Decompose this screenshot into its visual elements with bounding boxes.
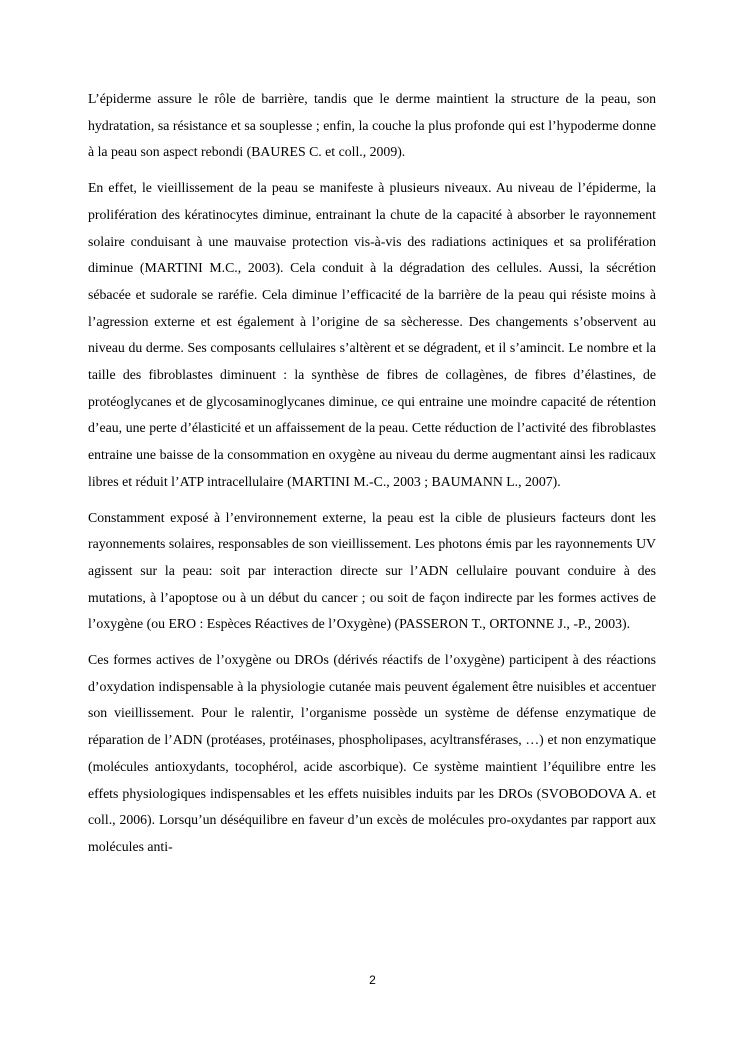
paragraph-vieillissement-niveaux: En effet, le vieillissement de la peau se manifeste à plusieurs niveaux. Au niveau de l’épiderme, la prolifération des kératinocytes diminue, entrainant la chute de la capacité à absorber le rayonnement solaire conduisant à une mauvaise protection vis-à-vis des radiations actiniques et sa prolifération diminue (MARTINI M.C., 2003). Cela conduit à la dégradation des cellules. Aussi, la sécrétion sébacée et sudorale se raréfie. Cela diminue l’efficacité de la barrière de la peau qui résiste moins à l’agression externe et est également à l’origine de sa sècheresse. Des changements s’observent au niveau du derme. Ses composants cellulaires s’altèrent et se dégradent, et il s’amincit. Le nombre et la taille des fibroblastes diminuent : la synthèse de fibres de collagènes, de fibres d’élastines, de protéoglycanes et de glycosaminoglycanes diminue, ce qui entraine une moindre capacité de rétention d’eau, une perte d’élasticité et un affaissement de la peau. Cette réduction de l’activité des fibroblastes entraine une baisse de la consommation en oxygène au niveau du derme augmentant ainsi les radicaux libres et réduit l’ATP intracellulaire (MARTINI M.-C., 2003 ; BAUMANN L., 2007). [88, 180, 656, 489]
document-body [88, 86, 656, 870]
paragraph-formes-actives-oxygene: Ces formes actives de l’oxygène ou DROs (dérivés réactifs de l’oxygène) participent à des réactions d’oxydation indispensable à la physiologie cutanée mais peuvent également être nuisibles et accentuer son vieillissement. Pour le ralentir, l’organisme possède un système de défense enzymatique de réparation de l’ADN (protéases, protéinases, phospholipases, acyltransférases, …) et non enzymatique (molécules antioxydants, tocophérol, acide ascorbique). Ce système maintient l’équilibre entre les effets physiologiques indispensables et les effets nuisibles induits par les DROs (SVOBODOVA A. et coll., 2006). Lorsqu’un déséquilibre en faveur d’un excès de molécules pro-oxydantes par rapport aux molécules anti- [88, 652, 656, 854]
paragraph-rayonnements-uv: Constamment exposé à l’environnement externe, la peau est la cible de plusieurs facteurs dont les rayonnements solaires, responsables de son vieillissement. Les photons émis par les rayonnements UV agissent sur la peau: soit par interaction directe sur l’ADN cellulaire pouvant conduire à des mutations, à l’apoptose ou à un début du cancer ; ou soit de façon indirecte par les formes actives de l’oxygène (ou ERO : Espèces Réactives de l’Oxygène) (PASSERON T., ORTONNE J., -P., 2003). [88, 509, 656, 632]
paragraph-epiderme-derme: L’épiderme assure le rôle de barrière, tandis que le derme maintient la structure de la peau, son hydratation, sa résistance et sa souplesse ; enfin, la couche la plus profonde qui est l’hypoderme donne à la peau son aspect rebondi (BAURES C. et coll., 2009). [88, 91, 656, 160]
page-number: 2 [369, 973, 376, 987]
